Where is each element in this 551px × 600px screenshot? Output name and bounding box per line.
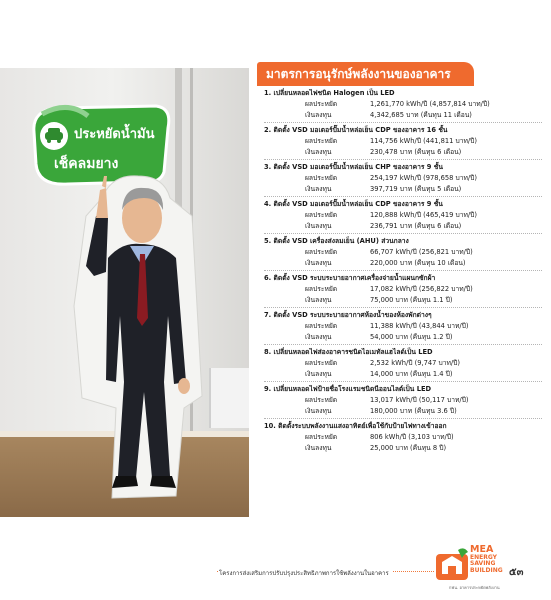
item-title: 3. ติดตั้ง VSD มอเตอร์ปั๊มน้ำหล่อเย็น CHP ของอาคาร 9 ชั้น	[264, 163, 443, 171]
invest-label: เงินลงทุน	[305, 406, 332, 415]
saving-label: ผลประหยัด	[305, 248, 338, 256]
saving-row	[264, 99, 542, 110]
invest-row	[264, 184, 542, 195]
item-title: 2. ติดตั้ง VSD มอเตอร์ปั๊มน้ำหล่อเย็น CDP ของอาคาร 16 ชั้น	[264, 126, 448, 134]
logo-line-2: ENERGY	[470, 553, 497, 561]
divider	[264, 233, 542, 234]
logo-line-3: SAVING	[470, 560, 496, 567]
saving-value: 114,756 kWh/ปี (441,811 บาท/ปี)	[370, 137, 478, 145]
saving-row	[264, 358, 542, 369]
invest-label: เงินลงทุน	[305, 221, 332, 230]
invest-value: 397,719 บาท (คืนทุน 5 เดือน)	[370, 184, 462, 193]
saving-value: 1,261,770 kWh/ปี (4,857,814 บาท/ปี)	[370, 100, 490, 108]
saving-value: 11,388 kWh/ปี (43,844 บาท/ปี)	[370, 322, 469, 330]
saving-label: ผลประหยัด	[305, 396, 338, 404]
saving-label: ผลประหยัด	[305, 137, 338, 145]
saving-value: 806 kWh/ปี (3,103 บาท/ปี)	[370, 433, 454, 441]
list-item	[264, 347, 542, 379]
invest-row	[264, 147, 542, 158]
divider	[264, 418, 542, 419]
cutout-photo	[0, 68, 249, 517]
list-item	[264, 125, 542, 157]
invest-row	[264, 295, 542, 306]
sign-line-2: เช็คลมยาง	[54, 156, 119, 172]
wall-shelf	[209, 368, 249, 428]
saving-value: 254,197 kWh/ปี (978,658 บาท/ปี)	[370, 174, 478, 182]
invest-label: เงินลงทุน	[305, 147, 332, 156]
saving-label: ผลประหยัด	[305, 285, 338, 293]
saving-label: ผลประหยัด	[305, 433, 338, 441]
list-item	[264, 310, 542, 342]
item-title: 4. ติดตั้ง VSD มอเตอร์ปั๊มน้ำหล่อเย็น CDP ของอาคาร 9 ชั้น	[264, 200, 443, 208]
invest-label: เงินลงทุน	[305, 332, 332, 341]
saving-label: ผลประหยัด	[305, 359, 338, 367]
measures-list	[264, 88, 542, 453]
invest-value: 220,000 บาท (คืนทุน 10 เดือน)	[370, 258, 466, 267]
footer-text: โครงการส่งเสริมการปรับปรุงประสิทธิภาพการใช้พลังงานในอาคาร	[219, 568, 392, 578]
saving-value: 2,532 kWh/ปี (9,747 บาท/ปี)	[370, 359, 461, 367]
divider	[264, 307, 542, 308]
invest-label: เงินลงทุน	[305, 295, 332, 304]
saving-row	[264, 173, 542, 184]
item-title: 6. ติดตั้ง VSD ระบบระบายอากาศเครื่องจ่ายน้ำแผนกซักผ้า	[264, 274, 436, 282]
invest-row	[264, 332, 542, 343]
logo-line-1: MEA	[470, 544, 494, 555]
invest-value: 4,342,685 บาท (คืนทุน 11 เดือน)	[370, 110, 472, 119]
list-item	[264, 162, 542, 194]
person-cutout	[72, 146, 212, 504]
saving-label: ผลประหยัด	[305, 322, 338, 330]
divider	[264, 270, 542, 271]
saving-label: ผลประหยัด	[305, 211, 338, 219]
list-item	[264, 273, 542, 305]
invest-label: เงินลงทุน	[305, 258, 332, 267]
saving-row	[264, 395, 542, 406]
divider	[264, 381, 542, 382]
invest-label: เงินลงทุน	[305, 184, 332, 193]
invest-row	[264, 221, 542, 232]
item-title: 7. ติดตั้ง VSD ระบบระบายอากาศห้องน้ำของห้องพักต่างๆ	[264, 311, 432, 319]
list-item	[264, 421, 542, 453]
item-title: 9. เปลี่ยนหลอดไฟป้ายชื่อโรงแรมชนิดนีออนไลต์เป็น LED	[264, 385, 432, 393]
saving-value: 120,888 kWh/ปี (465,419 บาท/ปี)	[370, 211, 478, 219]
divider	[264, 196, 542, 197]
invest-value: 54,000 บาท (คืนทุน 1.2 ปี)	[370, 332, 453, 341]
logo-line-4: BUILDING	[470, 566, 503, 574]
sign-line-1: ประหยัดน้ำมัน	[74, 127, 155, 142]
invest-label: เงินลงทุน	[305, 443, 332, 452]
invest-row	[264, 406, 542, 417]
page-number: ๕๓	[509, 567, 524, 578]
invest-value: 180,000 บาท (คืนทุน 3.6 ปี)	[370, 406, 457, 415]
saving-row	[264, 210, 542, 221]
divider	[264, 159, 542, 160]
logo-subtitle: กฟน. อาคารประหยัดพลังงาน	[449, 585, 500, 590]
saving-value: 17,082 kWh/ปี (256,822 บาท/ปี)	[370, 285, 473, 293]
list-item	[264, 199, 542, 231]
invest-row	[264, 258, 542, 269]
saving-row	[264, 321, 542, 332]
invest-value: 230,478 บาท (คืนทุน 6 เดือน)	[370, 147, 462, 156]
invest-label: เงินลงทุน	[305, 110, 332, 119]
item-title: 10. ติดตั้งระบบพลังงานแสงอาทิตย์เพื่อใช้กับป้ายไฟทางเข้าออก	[264, 422, 447, 430]
invest-value: 75,000 บาท (คืนทุน 1.1 ปี)	[370, 295, 453, 304]
saving-label: ผลประหยัด	[305, 174, 338, 182]
logo-wordmark	[470, 546, 503, 574]
item-title: 8. เปลี่ยนหลอดไฟส่องอาคารชนิดไอเมทัลแฮไลด์เป็น LED	[264, 348, 433, 356]
saving-value: 66,707 kWh/ปี (256,821 บาท/ปี)	[370, 248, 473, 256]
invest-value: 14,000 บาท (คืนทุน 1.4 ปี)	[370, 369, 453, 378]
item-title: 5. ติดตั้ง VSD เครื่องส่งลมเย็น (AHU) ส่วนกลาง	[264, 237, 409, 245]
invest-row	[264, 110, 542, 121]
item-title: 1. เปลี่ยนหลอดไฟชนิด Halogen เป็น LED	[264, 89, 395, 97]
divider	[264, 344, 542, 345]
saving-value: 13,017 kWh/ปี (50,117 บาท/ปี)	[370, 396, 469, 404]
saving-row	[264, 432, 542, 443]
saving-row	[264, 284, 542, 295]
list-item	[264, 88, 542, 120]
saving-row	[264, 136, 542, 147]
divider	[264, 122, 542, 123]
list-item	[264, 236, 542, 268]
invest-row	[264, 369, 542, 380]
invest-value: 25,000 บาท (คืนทุน 8 ปี)	[370, 443, 447, 452]
saving-row	[264, 247, 542, 258]
invest-row	[264, 443, 542, 454]
saving-label: ผลประหยัด	[305, 100, 338, 108]
invest-label: เงินลงทุน	[305, 369, 332, 378]
invest-value: 236,791 บาท (คืนทุน 6 เดือน)	[370, 221, 462, 230]
list-item	[264, 384, 542, 416]
section-title: มาตรการอนุรักษ์พลังงานของอาคาร	[257, 62, 474, 86]
